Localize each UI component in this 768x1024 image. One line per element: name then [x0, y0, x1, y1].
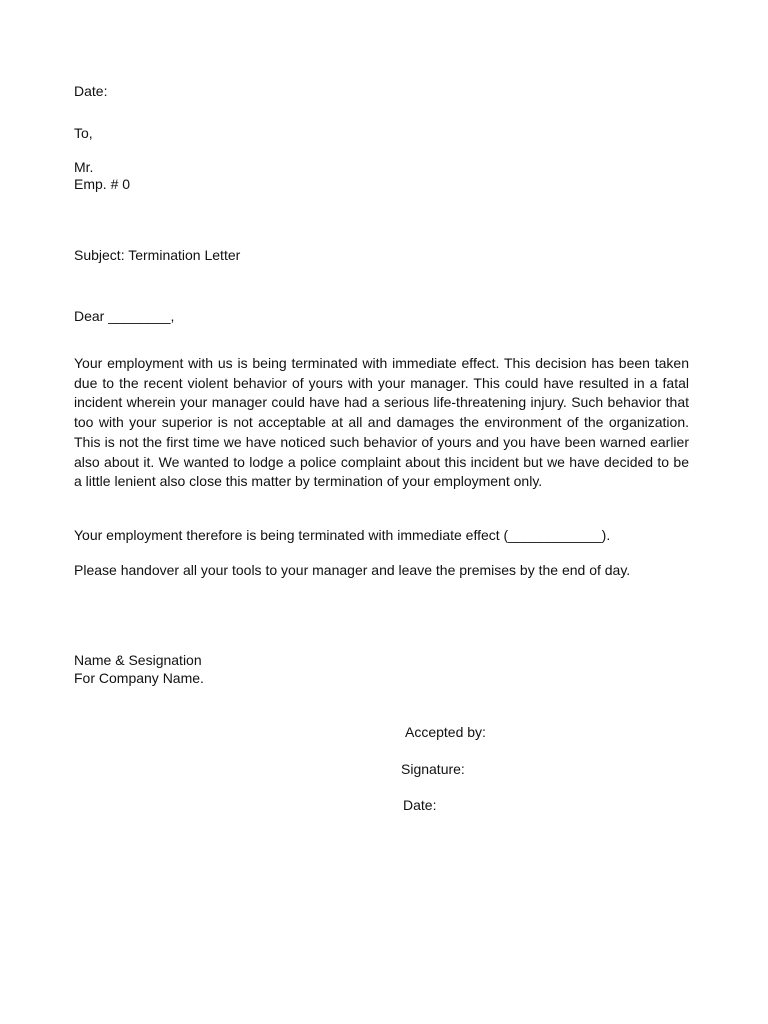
recipient-employee-number: Emp. # 0 [74, 176, 131, 192]
sender-designation: Name & Sesignation [74, 652, 202, 668]
salutation: Dear ________, [74, 308, 175, 324]
acceptance-date-label: Date: [403, 797, 437, 813]
sender-company: For Company Name. [74, 670, 204, 686]
main-paragraph: Your employment with us is being terminated with immediate effect. This decision has been taken due to the recent violent behavior of yours with your manager. This could have resulted in a fatal incident wherein your manager could have had a serious life-threatening injury. Such behavior that too with your superior is not acceptable at all and damages the environment of the organization. This is not the first time we have noticed such behavior of yours and you have been warned earlier also about it. We wanted to lodge a police complaint about this incident but we have decided to be a little lenient also close this matter by termination of your employment only. [74, 355, 689, 490]
accepted-by-label: Accepted by: [405, 724, 486, 740]
termination-effect-paragraph: Your employment therefore is being terminated with immediate effect (____________). [74, 527, 611, 543]
signature-label: Signature: [401, 761, 465, 777]
handover-paragraph: Please handover all your tools to your manager and leave the premises by the end of day. [74, 562, 631, 578]
recipient-name: Mr. [74, 159, 94, 175]
to-label: To, [74, 125, 93, 141]
date-label: Date: [74, 83, 108, 99]
subject-line: Subject: Termination Letter [74, 247, 241, 263]
